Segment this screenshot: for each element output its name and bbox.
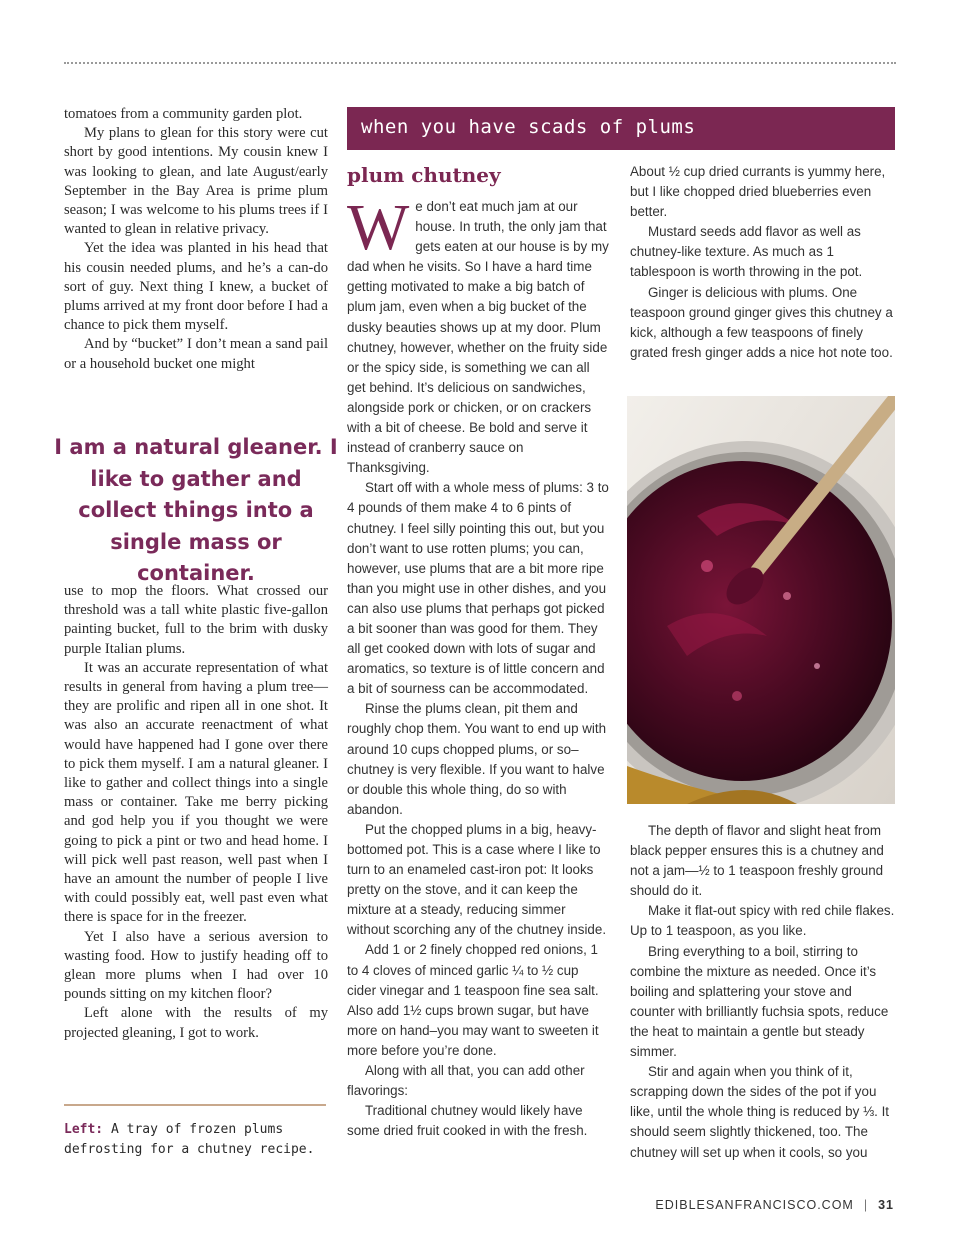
left-column-top — [64, 105, 328, 374]
paragraph: Along with all that, you can add other flavorings: — [347, 1063, 585, 1099]
footer-separator: | — [863, 1198, 869, 1212]
middle-column — [347, 191, 609, 1141]
paragraph: Yet I also have a serious aversion to wasting food. How to justify heading off to glean more plums when I had over 10 pounds sitting on my kitchen floor? — [64, 928, 328, 1003]
paragraph-text: e don’t eat much jam at our house. In truth, the only jam that gets eaten at our house is by my dad when he visits. So I have a hard time getting motivated to make a big batch of plum jam, even when a big bucket of the dusky beauties shows up at my door. Plum chutney, however, whether on the fruity side or the spicy side, is something we can all get behind. It’s delicious on sandwiches, alongside pork or chicken, or on crackers with a bit of cheese. Be bold and serve it instead of cranberry sauce on Thanksgiving. — [347, 199, 609, 476]
paragraph: Yet the idea was planted in his head that his cousin needed plums, and he’s a can-do sort of guy. Next thing I knew, a bucket of plums arrived at my front door before I had a chance to pick them myself. — [64, 240, 328, 334]
paragraph: Put the chopped plums in a big, heavy-bottomed pot. This is a case where I like to turn to an enameled cast-iron pot: It looks pretty on the stove, and it can keep the mixture at a steady, reducing simmer without scorching any of the chutney inside. — [347, 821, 607, 938]
paragraph: Rinse the plums clean, pit them and roughly chop them. You want to end up with around 10 cups chopped plums, or so–chutney is very flexible. If you want to halve or double this whole thing, do so with abandon. — [347, 701, 607, 817]
left-column-bottom — [64, 582, 328, 1043]
chutney-pot-photo — [627, 396, 895, 804]
caption-text: A tray of frozen plums defrosting for a chutney recipe. — [64, 1122, 315, 1157]
caption-divider — [64, 1104, 326, 1106]
caption-label: Left: — [64, 1122, 104, 1137]
pull-quote: I am a natural gleaner. I like to gather and collect things into a single mass or container. — [54, 435, 338, 585]
paragraph: Bring everything to a boil, stirring to combine the mixture as needed. Once it’s boiling and splattering your stove and counter with brilliantly fuchsia spots, reduce the heat to maintain a gentle but steady simmer. — [630, 943, 889, 1060]
right-column-top — [630, 162, 896, 363]
drop-cap: W — [347, 191, 410, 264]
top-dotted-rule — [64, 62, 896, 64]
paragraph: My plans to glean for this story were cut short by good intentions. My cousin knew I was looking to glean, and late August/early September in the Bay Area is prime plum season; I was welcome to his plums trees if I wanted to glean in relative privacy. — [64, 125, 328, 238]
paragraph: Start off with a whole mess of plums: 3 to 4 pounds of them make 4 to 6 pints of chutney. I feel silly pointing this out, but you don’t want to use rotten plums; you can, however, use plums that are a bit more ripe than you might use in other dishes, and you can also use plums that perhaps got picked a bit sooner than was good for them. They all get cooked down with lots of sugar and aromatics, so texture is of little concern and a bit of sourness can be accommodated. — [347, 480, 609, 697]
paragraph: Stir and again when you think of it, scrapping down the sides of the pot if you like, until the whole thing is reduced by ⅓. It should seem slightly thickened, too. The chutney will set up when it cools, so you — [630, 1064, 890, 1160]
page-footer — [655, 1198, 894, 1212]
paragraph: Ginger is delicious with plums. One teaspoon ground ginger gives this chutney a kick, although a few teaspoons of finely grated fresh ginger adds a nice hot note too. — [630, 284, 893, 360]
chutney-illustration — [627, 396, 895, 804]
section-banner — [347, 107, 895, 150]
right-column-bottom — [630, 821, 896, 1163]
paragraph: The depth of flavor and slight heat from black pepper ensures this is a chutney and not a jam—½ to 1 teaspoon freshly ground should do it. — [630, 823, 884, 899]
paragraph: Add 1 or 2 finely chopped red onions, 1 to 4 cloves of minced garlic ¼ to ½ cup cider vinegar and 1 teaspoon fine sea salt. Also add 1½ cups brown sugar, but have more on hand–you may want to sweeten it more before you’re done. — [347, 942, 599, 1058]
paragraph: Traditional chutney would likely have some dried fruit cooked in with the fresh. — [347, 1103, 588, 1139]
paragraph: use to mop the floors. What crossed our threshold was a tall white plastic five-gallon painting bucket, full to the brim with dusky purple Italian plums. — [64, 583, 328, 657]
paragraph: Mustard seeds add flavor as well as chutney-like texture. As much as 1 tablespoon is worth throwing in the pot. — [630, 224, 863, 280]
recipe-title: plum chutney — [347, 163, 501, 187]
paragraph: About ½ cup dried currants is yummy here, but I like chopped dried blueberries even better. — [630, 164, 886, 220]
photo-caption — [64, 1120, 334, 1160]
paragraph: And by “bucket” I don’t mean a sand pail or a household bucket one might — [64, 336, 328, 372]
paragraph: It was an accurate representation of what results in general from having a plum tree—they are prolific and ripen all in one shot. It was also an accurate reenactment of what would have happened had I gone over there to pick them myself. I am a natural gleaner. I like to gather and collect things into a single mass or container. Take me berry picking and god help you if you thought we were going to pick a pint or two and head home. I will pick well past reason, well past when I have an amount the number of people I live with could possibly eat, well past even what there is space for in the freezer. — [64, 659, 328, 926]
paragraph: tomatoes from a community garden plot. — [64, 106, 303, 122]
paragraph: Left alone with the results of my projected gleaning, I got to work. — [64, 1005, 328, 1041]
banner-title: when you have scads of plums — [361, 116, 696, 138]
paragraph: Make it flat-out spicy with red chile flakes. Up to 1 teaspoon, as you like. — [630, 903, 895, 939]
page-number: 31 — [878, 1198, 894, 1212]
paragraph — [347, 191, 609, 478]
site-url: EDIBLESANFRANCISCO.COM — [655, 1198, 854, 1212]
